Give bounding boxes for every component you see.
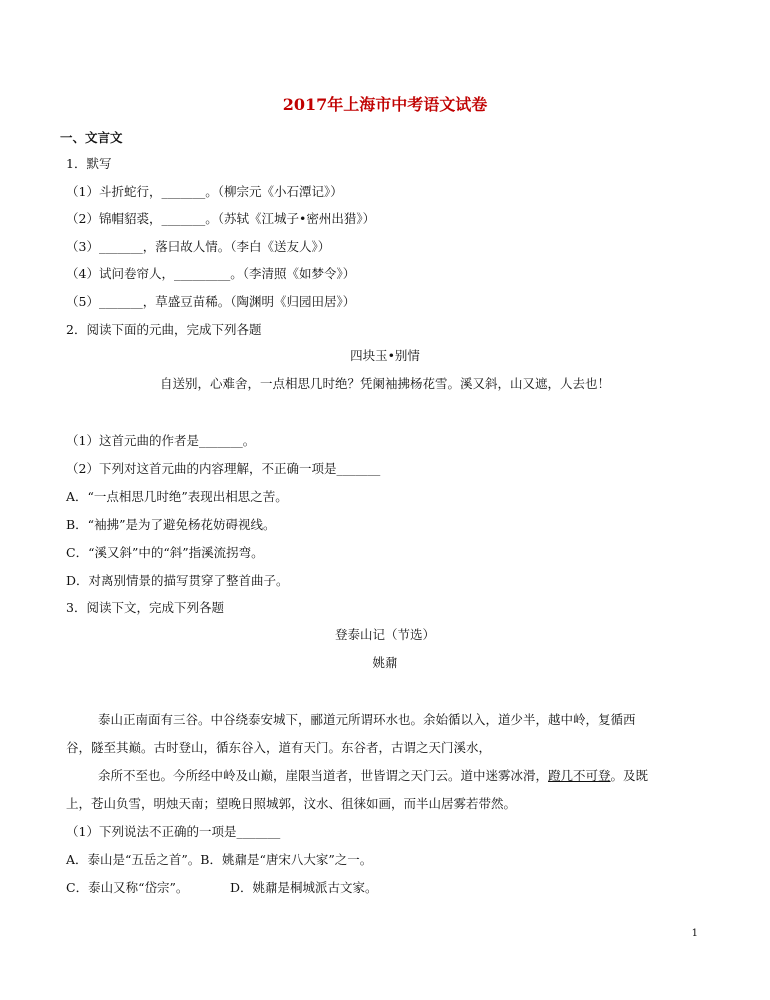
q3-option-d: D．姚鼐是桐城派古文家。 <box>230 880 378 895</box>
q2-sub-1: （1）这首元曲的作者是_______。 <box>66 433 256 448</box>
question-1-heading: 1．默写 <box>66 156 112 171</box>
q3-option-ab: A．泰山是“五岳之首”。B．姚鼐是“唐宋八大家”之一。 <box>66 852 373 867</box>
question-3-heading: 3．阅读下文，完成下列各题 <box>66 600 224 615</box>
passage-line-2: 谷，隧至其巅。古时登山，循东谷入，道有天门。东谷者，古谓之天门溪水， <box>66 740 492 755</box>
passage-text: 。及既 <box>610 768 649 783</box>
passage-line-1: 泰山正南面有三谷。中谷绕泰安城下，郦道元所谓环水也。余始循以入，道少半，越中岭，复循西 <box>98 712 636 727</box>
poem-text: 自送别，心难舍，一点相思几时绝？凭阑袖拂杨花雪。溪又斜，山又遮，人去也！ <box>159 376 610 391</box>
q1-item-2: （2）锦帽貂裘，_______。（苏轼《江城子•密州出猎》） <box>66 211 376 226</box>
q3-sub-1: （1）下列说法不正确的一项是_______ <box>66 824 281 839</box>
poem-title: 四块玉•别情 <box>350 348 420 363</box>
q2-option-d: D．对离别情景的描写贯穿了整首曲子。 <box>66 573 289 588</box>
q1-item-4: （4）试问卷帘人，_________。（李清照《如梦令》） <box>66 266 356 281</box>
q1-item-1: （1）斗折蛇行，_______。（柳宗元《小石潭记》） <box>66 184 343 199</box>
text-author: 姚鼐 <box>372 655 398 670</box>
q1-item-3: （3）_______，落曰故人情。（李白《送友人》） <box>66 239 331 254</box>
q2-option-a: A．“一点相思几时绝”表现出相思之苦。 <box>66 489 288 504</box>
question-2-heading: 2．阅读下面的元曲，完成下列各题 <box>66 322 262 337</box>
passage-line-3 <box>98 768 648 784</box>
section-heading: 一、文言文 <box>60 130 123 145</box>
q3-option-c: C．泰山又称“岱宗”。 <box>66 880 189 895</box>
text-title: 登泰山记（节选） <box>334 627 435 642</box>
passage-line-4: 上，苍山负雪，明烛天南；望晚日照城郭，汶水、徂徕如画，而半山居雾若带然。 <box>66 796 517 811</box>
q1-item-5: （5）_______，草盛豆苗稀。（陶渊明《归园田居》） <box>66 294 356 309</box>
q2-option-c: C．“溪又斜”中的“斜”指溪流拐弯。 <box>66 545 264 560</box>
passage-text: 余所不至也。今所经中岭及山巅，崖限当道者，世皆谓之天门云。道中迷雾冰滑， <box>98 768 549 783</box>
page-number: 1 <box>691 928 698 939</box>
page-title: 2017年上海市中考语文试卷 <box>282 95 488 114</box>
q2-option-b: B．“袖拂”是为了避免杨花妨碍视线。 <box>66 517 276 532</box>
q2-sub-2: （2）下列对这首元曲的内容理解，不正确一项是_______ <box>66 461 381 476</box>
underlined-phrase: 蹬几不可登 <box>548 768 611 783</box>
